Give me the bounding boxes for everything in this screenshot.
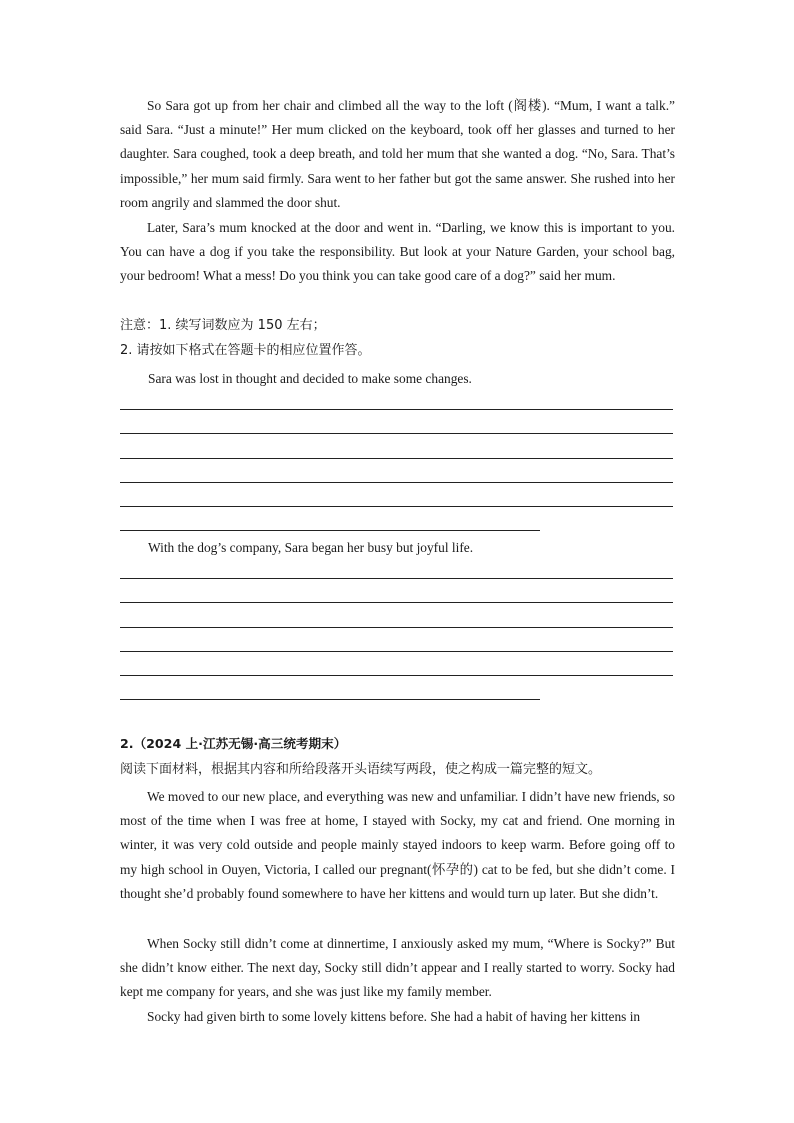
continuation-prompt-1: Sara was lost in thought and decided to make some changes. — [148, 371, 472, 386]
answer-line — [120, 675, 673, 676]
answer-line — [120, 506, 673, 507]
answer-line — [120, 433, 673, 434]
answer-line — [120, 482, 673, 483]
question-source: （2024 上·江苏无锡·高三统考期末） — [133, 736, 347, 751]
answer-line — [120, 578, 673, 579]
question-2-instruction: 阅读下面材料，根据其内容和所给段落开头语续写两段，使之构成一篇完整的短文。 — [120, 762, 602, 777]
note-answer-format: 2. 请按如下格式在答题卡的相应位置作答。 — [120, 343, 371, 358]
answer-line — [120, 651, 673, 652]
answer-line — [120, 602, 673, 603]
answer-line — [120, 458, 673, 459]
question-2-paragraph-1: We moved to our new place, and everything was new and unfamiliar. I didn’t have new friends, so most of the time when I was free at home, I stayed with Socky, my cat and friend. One morning in winter, it was very cold outside and people mainly stayed indoors to keep warm. Before going off to my high school in Ouyen, Victoria, I called our pregnant(怀孕的) cat to be fed, but she didn’t come. I thought she’d probably found somewhere to have her kittens and would turn up later. But she didn’t. — [120, 789, 675, 901]
answer-line-short — [120, 699, 540, 700]
question-2-heading — [120, 734, 346, 754]
continuation-prompt-2: With the dog’s company, Sara began her busy but joyful life. — [148, 540, 474, 555]
question-2-paragraph-3: Socky had given birth to some lovely kittens before. She had a habit of having her kittens in — [147, 1009, 641, 1024]
answer-line-short — [120, 530, 540, 531]
story-paragraph-2: Later, Sara’s mum knocked at the door and went in. “Darling, we know this is important to you. You can have a dog if you take the responsibility. But look at your Nature Garden, your school bag, your bedroom! What a mess! Do you think you can take good care of a dog?” said her mum. — [120, 220, 675, 284]
question-number: 2. — [120, 736, 134, 751]
story-paragraph-1: So Sara got up from her chair and climbed all the way to the loft (阁楼). “Mum, I want a talk.” said Sara. “Just a minute!” Her mum clicked on the keyboard, took off her glasses and turned to her daughter. Sara coughed, took a deep breath, and told her mum that she wanted a dog. “No, Sara. That’s impossible,” her mum said firmly. Sara went to her father but got the same answer. She rushed into her room angrily and slammed the door shut. — [120, 98, 675, 210]
answer-line — [120, 409, 673, 410]
answer-line — [120, 627, 673, 628]
question-2-paragraph-2: When Socky still didn’t come at dinnertime, I anxiously asked my mum, “Where is Socky?” But she didn’t know either. The next day, Socky still didn’t appear and I really started to worry. Socky had kept me company for years, and she was just like my family member. — [120, 936, 675, 1000]
note-word-count: 注意：1. 续写词数应为 150 左右； — [120, 318, 326, 333]
